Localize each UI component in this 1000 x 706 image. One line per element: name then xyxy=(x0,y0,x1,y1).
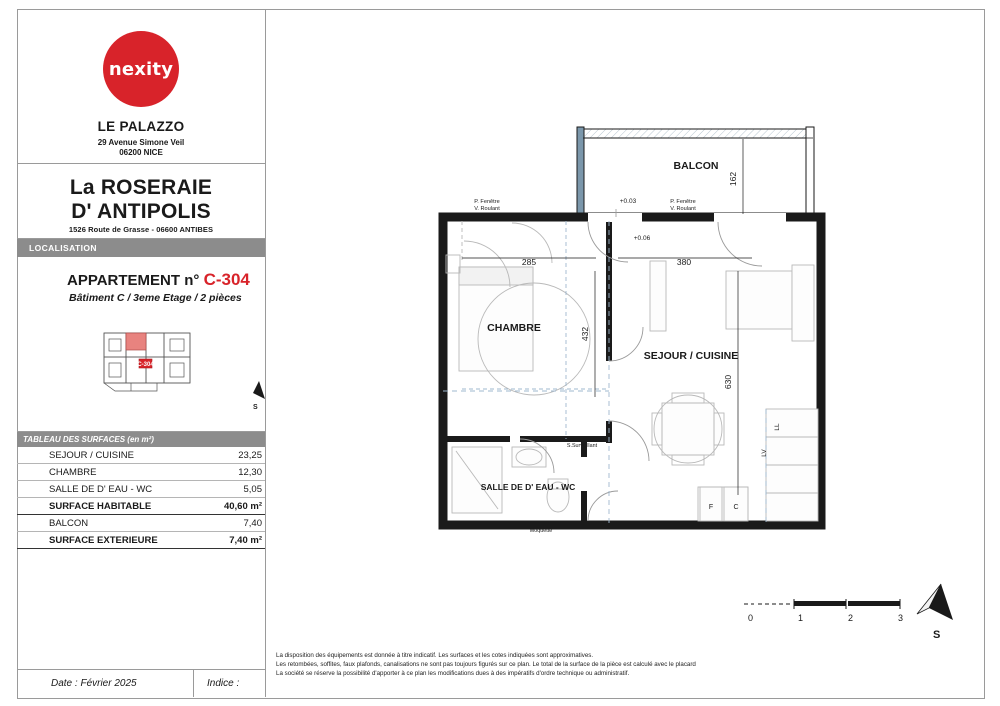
annotation-moquette: Moquette xyxy=(529,528,553,534)
legal-line-1: La disposition des équipements est donnée à titre indicatif. Les surfaces et les cotes indiquées sont approximatives. xyxy=(276,652,594,659)
nexity-logo xyxy=(103,31,179,107)
localisation-label: LOCALISATION xyxy=(29,243,97,253)
annotation-level-sejour: +0.06 xyxy=(633,235,651,242)
apartment-block xyxy=(17,257,265,432)
table-row xyxy=(17,481,265,498)
program-address xyxy=(17,138,265,158)
surfaces-header-bar xyxy=(17,432,265,447)
scale-tick-3: 3 xyxy=(898,613,904,623)
apartment-prefix: APPARTEMENT n° xyxy=(67,272,200,289)
surfaces-table xyxy=(17,447,265,549)
surface-name: CHAMBRE xyxy=(49,467,97,478)
localisation-bar xyxy=(17,239,265,257)
room-label-sdb: SALLE DE D' EAU - WC xyxy=(480,482,576,492)
table-row xyxy=(17,464,265,481)
footer-bar xyxy=(17,669,265,696)
surface-name: SURFACE EXTERIEURE xyxy=(49,535,158,546)
svg-text:S: S xyxy=(253,404,258,411)
surface-value: 23,25 xyxy=(238,450,262,461)
surface-value: 7,40 xyxy=(243,518,262,529)
mini-plan-label: C-304 xyxy=(137,362,154,368)
dimension-432: 432 xyxy=(580,326,590,342)
legal-line-2: Les retombées, soffites, faux plafonds, canalisations ne sont pas toujours figurés sur ce plan. Le total de la surface de la pièce est calculé avec le placard xyxy=(276,660,696,668)
dimension-285: 285 xyxy=(521,257,537,267)
info-panel xyxy=(17,9,266,697)
surface-name: SEJOUR / CUISINE xyxy=(49,450,134,461)
surface-value: 7,40 m² xyxy=(229,535,262,546)
program-address-line1: 29 Avenue Simone Veil xyxy=(97,138,185,147)
annotation-lv: LV xyxy=(761,449,768,457)
scale-tick-1: 1 xyxy=(798,613,804,623)
logo-text: nexity xyxy=(108,59,174,80)
surface-name: SURFACE HABITABLE xyxy=(49,501,152,512)
mini-location-plan xyxy=(95,319,200,399)
north-arrow xyxy=(915,580,959,642)
surfaces-title: TABLEAU DES SURFACES (en m²) xyxy=(23,435,154,444)
plan-date: Date : Février 2025 xyxy=(51,678,137,689)
annotation-level-balcon: +0.03 xyxy=(619,198,637,205)
apartment-number: C-304 xyxy=(203,270,250,289)
surface-value: 40,60 m² xyxy=(223,501,262,512)
scale-bar xyxy=(742,598,912,617)
scale-tick-0: 0 xyxy=(748,613,754,623)
surface-value: 12,30 xyxy=(238,467,262,478)
residence-line2: D' ANTIPOLIS xyxy=(71,200,211,223)
surface-name: SALLE DE D' EAU - WC xyxy=(49,484,153,495)
annotation-c: C xyxy=(733,504,739,511)
annotation-window-right-l2: V. Roulant xyxy=(670,206,696,212)
legal-notice xyxy=(276,652,796,679)
room-label-chambre: CHAMBRE xyxy=(487,322,541,334)
program-name: LE PALAZZO xyxy=(97,119,185,134)
scale-tick-2: 2 xyxy=(848,613,854,623)
surface-value: 5,05 xyxy=(243,484,262,495)
floorplan-drawing xyxy=(266,9,983,697)
annotation-f: F xyxy=(708,504,714,511)
dimension-162: 162 xyxy=(728,171,738,187)
annotation-sorvaillant: S.Surveillant xyxy=(566,443,598,449)
dimension-380: 380 xyxy=(676,257,692,267)
annotation-window-left-l1: P. Fenêtre xyxy=(474,199,500,205)
furniture-layer xyxy=(443,221,818,525)
residence-address: 1526 Route de Grasse - 06600 ANTIBES xyxy=(68,225,214,234)
residence-line1: La ROSERAIE xyxy=(69,176,213,199)
dimension-630: 630 xyxy=(723,374,733,390)
annotation-window-left-l2: V. Roulant xyxy=(474,206,500,212)
annotation-ll: LL xyxy=(774,423,781,431)
table-row xyxy=(17,532,265,549)
table-row xyxy=(17,447,265,464)
table-row xyxy=(17,515,265,532)
room-label-balcon: BALCON xyxy=(673,160,719,172)
residence-block xyxy=(17,164,265,239)
apartment-subtitle: Bâtiment C / 3eme Etage / 2 pièces xyxy=(69,292,242,304)
room-label-sejour: SEJOUR / CUISINE xyxy=(643,350,739,362)
legal-line-3: La société se réserve la possibilité d'apporter à ce plan les modifications dues à des impératifs d'ordre technique ou administratif. xyxy=(276,669,630,677)
table-row xyxy=(17,498,265,515)
plan-indice: Indice : xyxy=(207,678,240,689)
program-address-line2: 06200 NICE xyxy=(119,148,163,157)
footer-divider xyxy=(193,670,194,697)
north-arrow-mini xyxy=(245,377,267,413)
logo-block xyxy=(17,9,265,164)
surface-name: BALCON xyxy=(49,518,89,529)
apartment-title xyxy=(67,270,250,290)
annotation-window-right-l1: P. Fenêtre xyxy=(670,199,696,205)
compass-label: S xyxy=(933,629,941,641)
